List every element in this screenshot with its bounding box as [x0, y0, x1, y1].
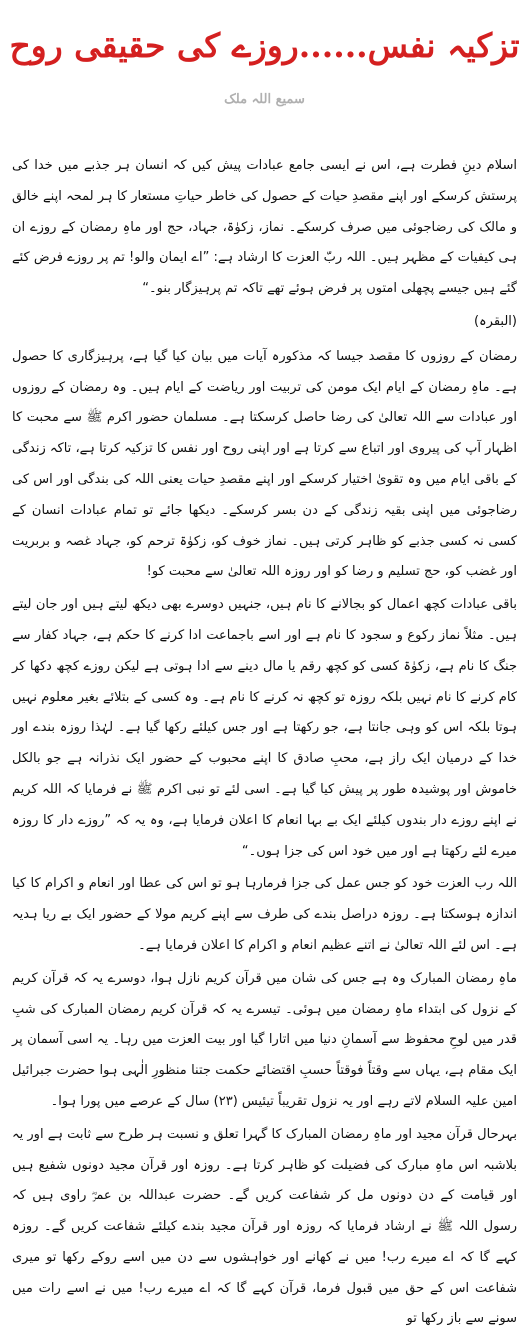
article-title: تزکیہ نفس......روزے کی حقیقی روح: [9, 26, 520, 65]
quran-reference: (البقرہ): [473, 313, 517, 329]
paragraph-intro: اسلام دینِ فطرت ہے، اس نے ایسی جامع عبادات پیش کیں کہ انسان ہر جذبے میں خدا کی پرستش کرسکے اور اپنے مقصدِ حیات کے حصول کی خاطر حیاتِ مستعار کا ہر لمحہ اپنے خالق و مالک کی رضاجوئی میں صرف کرسکے۔ نماز، زکوٰۃ، جہاد، حج اور ماہِ رمضان کے روزے ان ہی کیفیات کے مظہر ہیں۔ اللہ ربّ العزت کا ارشاد ہے: ”اے ایمان والو! تم پر روزے فرض کئے گئے ہیں جیسے پچھلی امتوں پر فرض ہوئے تھے تاکہ تم پرہیزگار بنو۔“: [12, 158, 517, 297]
paragraph-reward: اللہ رب العزت خود کو جس عمل کی جزا فرمارہا ہو تو اس کی عطا اور انعام و اکرام کا کیا اندازہ ہوسکتا ہے۔ روزہ دراصل بندے کی طرف سے اپنے کریم مولا کے حضور ایک بے ریا ہدیہ ہے۔ اس لئے اللہ تعالیٰ نے اتنے عظیم انعام و اکرام کا اعلان فرمایا ہے۔: [12, 876, 517, 953]
article-body: [12, 151, 517, 1335]
paragraph-purpose: رمضان کے روزوں کا مقصد جیسا کہ مذکورہ آیات میں بیان کیا گیا ہے، پرہیزگاری کا حصول ہے۔ ماہِ رمضان کے ایام ایک مومن کی تربیت اور ریاضت کے ایام ہیں۔ وہ رمضان کے روزوں اور عبادات سے اللہ تعالیٰ کی رضا حاصل کرسکتا ہے۔ مسلمان حضور اکرم ﷺ سے محبت کا اظہار آپ کی پیروی اور اتباع سے کرتا ہے اور اپنی روح اور نفس کا تزکیہ کرتا ہے، تاکہ زندگی کے باقی ایام میں وہ تقویٰ اختیار کرسکے اور اپنے مقصدِ حیات یعنی اللہ کی بندگی اور اس کی رضاجوئی میں اپنی بقیہ زندگی کے دن بسر کرسکے۔ دیکھا جائے تو تمام عبادات انسان کے کسی نہ کسی جذبے کو ظاہر کرتی ہیں۔ نماز خوف کو، زکوٰۃ ترحم کو، جہاد غصہ و بربریت اور غضب کو، حج تسلیم و رضا کو اور روزہ اللہ تعالیٰ سے محبت کو!: [12, 348, 517, 580]
paragraph-secret: باقی عبادات کچھ اعمال کو بجالانے کا نام ہیں، جنہیں دوسرے بھی دیکھ لیتے ہیں اور جان لیتے ہیں۔ مثلاً نماز رکوع و سجود کا نام ہے اور اسے باجماعت ادا کرنے کا حکم ہے، جہاد کفار سے جنگ کا نام ہے، زکوٰۃ کسی کو کچھ رقم یا مال دینے سے ادا ہوتی ہے لیکن روزے کچھ دکھا کر کام کرنے کا نام نہیں بلکہ روزہ تو کچھ نہ کرنے کا نام ہے۔ وہ کسی کے بتلائے بغیر معلوم نہیں ہوتا بلکہ اس کو وہی جانتا ہے، جو رکھتا ہے اور جس کیلئے رکھا گیا ہے۔ لہٰذا روزہ بندے اور خدا کے درمیان ایک راز ہے، محبِ صادق کا اپنے محبوب کے حضور ایک نذرانہ ہے جو بالکل خاموش اور پوشیدہ طور پر پیش کیا گیا ہے۔ اسی لئے تو نبی اکرم ﷺ نے فرمایا کہ اللہ کریم نے اپنے روزے دار بندوں کیلئے ایک بے بہا انعام کا اعلان فرمایا ہے، وہ یہ کہ ”روزے دار کا روزہ میرے لئے رکھتا ہے اور میں خود اس کی جزا ہوں۔“: [12, 597, 517, 859]
paragraph-quran-revelation: ماہِ رمضان المبارک وہ ہے جس کی شان میں قرآن کریم نازل ہوا، دوسرے یہ کہ قرآن کریم کے نزول کی ابتداء ماہِ رمضان میں ہوئی۔ تیسرے یہ کہ قرآن کریم رمضان المبارک کی شبِ قدر میں لوحِ محفوظ سے آسمانِ دنیا میں اتارا گیا اور بیت العزت میں رہا۔ یہ اسی آسمان پر ایک مقام ہے، یہاں سے وقتاً فوقتاً حسبِ اقتضائے حکمت جتنا منظورِ الٰہی ہوا حضرت جبرائیل امین علیہ السلام لاتے رہے اور یہ نزول تقریباً تیئیس (۲۳) سال کے عرصے میں پورا ہوا۔: [12, 970, 517, 1109]
author-name: سمیع اللہ ملک: [224, 92, 305, 107]
paragraph-intercession: بہرحال قرآن مجید اور ماہِ رمضان المبارک کا گہرا تعلق و نسبت ہر طرح سے ثابت ہے اور یہ بلاشبہ اس ماہِ مبارک کی فضیلت کو ظاہر کرتا ہے۔ روزہ اور قرآن مجید دونوں شفیع ہیں اور قیامت کے دن دونوں مل کر شفاعت کریں گے۔ حضرت عبداللہ بن عمرؓ راوی ہیں کہ رسول اللہ ﷺ نے ارشاد فرمایا کہ روزہ اور قرآن مجید بندے کیلئے شفاعت کریں گے۔ روزہ کہے گا کہ اے میرے رب! میں نے کھانے اور خواہشوں سے دن میں اسے روکے رکھا تو میری شفاعت اس کے حق میں قبول فرما، قرآن کہے گا کہ اے میرے رب! میں نے اسے رات میں سونے سے باز رکھا تو: [12, 1126, 517, 1327]
